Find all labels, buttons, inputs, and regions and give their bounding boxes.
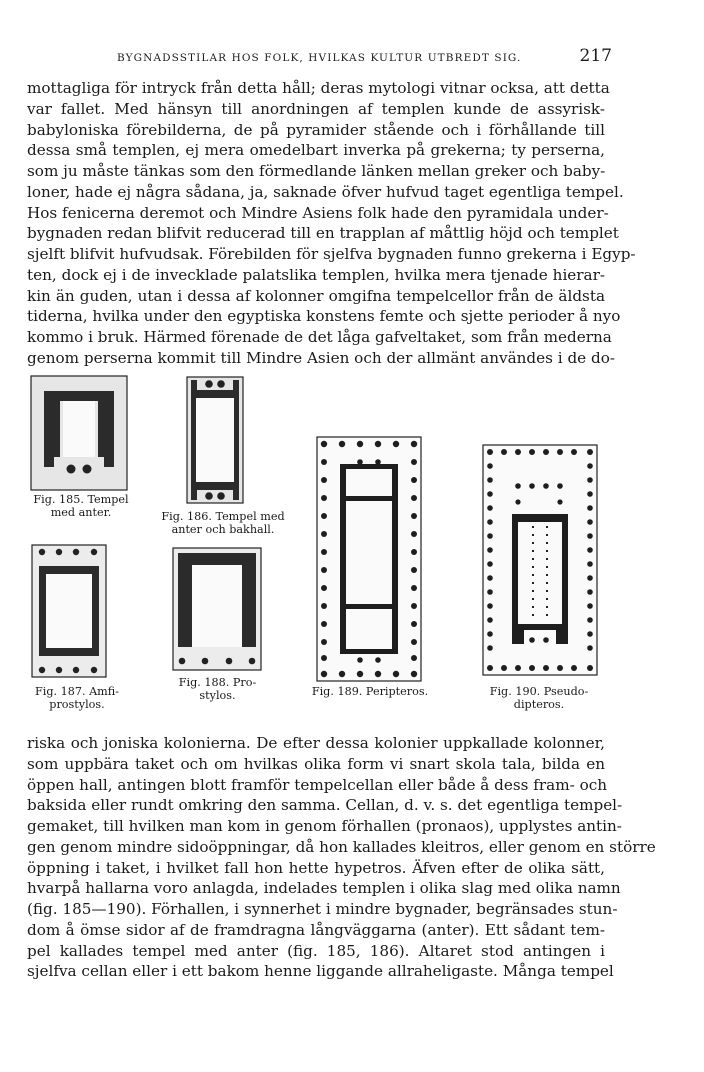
text-line: dessa små templen, ej mera omedelbart inverka på grekerna; ty perserna,: [27, 141, 605, 160]
text-line: gen genom mindre sidoöppningar, då hon kallades kleitros, eller genom en större: [27, 837, 656, 856]
pseudodipteral-plan: [482, 444, 598, 676]
text-line: ten, dock ej i de invecklade palatslika templen, hvilka mera tjenade hierar-: [27, 265, 605, 284]
figure-188-caption: [170, 676, 265, 702]
figure-187-caption: [22, 685, 132, 711]
caption-line: Fig. 188. Pro-: [178, 676, 257, 689]
page-header: [27, 46, 672, 72]
text-line: öppning i taket, i hvilket fall hon hette hypetros. Äfven efter de olika sätt,: [27, 858, 605, 877]
caption-line: stylos.: [199, 689, 236, 702]
text-line: som uppbära taket och om hvilkas olika form vi snart skola tala, bilda en: [27, 754, 605, 773]
text-line: kin än guden, utan i dessa af kolonner omgifna tempelcellor från de äldsta: [27, 286, 605, 305]
text-line: genom perserna kommit till Mindre Asien och der allmänt användes i de do-: [27, 348, 615, 367]
text-line: sjelft blifvit hufvudsak. Förebilden för sjelfva bygnaden funno grekerna i Egyp-: [27, 245, 636, 263]
caption-line: Fig. 185. Tempel: [33, 493, 129, 506]
figure-188-prostyle: [172, 547, 262, 671]
figure-187-amphiprostyle: [31, 544, 107, 678]
text-line: var fallet. Med hänsyn till anordningen af templen kunde de assyrisk-: [27, 99, 605, 118]
peripteral-plan: [316, 436, 422, 682]
caption-line: med anter.: [50, 506, 112, 519]
figure-190-pseudodipteral: [482, 444, 598, 676]
text-line: öppen hall, antingen blott framför tempelcellan eller både å dess fram- och: [27, 775, 607, 794]
text-line: baksida eller rundt omkring den samma. Cellan, d. v. s. det egentliga tempel-: [27, 796, 623, 815]
text-line: kommo i bruk. Härmed förenade de det låga gafveltaket, som från mederna: [27, 328, 612, 346]
caption-line: Fig. 189. Peripteros.: [311, 685, 429, 698]
figure-186-caption: [152, 510, 294, 536]
text-line: loner, hade ej några sådana, ja, saknade öfver hufvud taget egentliga tempel.: [27, 182, 624, 201]
bottom-paragraph: [27, 733, 656, 982]
text-line: pel kallades tempel med anter (fig. 185, 186). Altaret stod antingen i: [27, 941, 605, 960]
caption-line: Fig. 190. Pseudo-: [489, 685, 589, 698]
figure-185-caption: [22, 493, 140, 519]
text-line: riska och joniska kolonierna. De efter dessa kolonier uppkallade kolonner,: [27, 734, 605, 752]
caption-line: Fig. 186. Tempel med: [161, 510, 285, 523]
text-line: dom å ömse sidor af de framdragna långväggarna (anter). Ett sådant tem-: [27, 920, 605, 939]
text-line: sjelfva cellan eller i ett bakom henne liggande allraheligaste. Många tempel: [27, 962, 614, 981]
text-line: babyloniska förebilderna, de på pyramider stående och i förhållande till: [27, 120, 605, 139]
running-head: BYGNADSSTILAR HOS FOLK, HVILKAS KULTUR UTBREDT SIG.: [117, 52, 522, 64]
caption-line: dipteros.: [513, 698, 565, 711]
text-line: gemaket, till hvilken man kom in genom förhallen (pronaos), upplystes antin-: [27, 817, 622, 835]
temple-in-antis-plan: [30, 375, 128, 491]
top-paragraph: [27, 78, 636, 369]
text-line: mottagliga för intryck från detta håll; deras mytologi vitnar ocksa, att detta: [27, 79, 610, 97]
amphiprostyle-plan: [31, 544, 107, 678]
figure-189-peripteral: [316, 436, 422, 682]
text-line: som ju måste tänkas som den förmedlande länken mellan greker och baby-: [27, 162, 606, 180]
caption-line: anter och bakhall.: [171, 523, 275, 536]
caption-line: Fig. 187. Amfi-: [34, 685, 119, 698]
text-line: bygnaden redan blifvit reducerad till en trapplan af måttlig höjd och templet: [27, 224, 619, 243]
text-line: tiderna, hvilka under den egyptiska konstens femte och sjette perioder å nyo: [27, 307, 621, 326]
figure-185-temple-in-antis: [30, 375, 128, 491]
text-line: (fig. 185—190). Förhallen, i synnerhet i mindre bygnader, begränsades stun-: [27, 900, 618, 918]
temple-with-back-hall-plan: [186, 376, 244, 504]
text-line: hvarpå hallarna voro anlagda, indelades templen i olika slag med olika namn: [27, 879, 621, 898]
text-line: Hos fenicerna deremot och Mindre Asiens folk hade den pyramidala under-: [27, 203, 609, 222]
prostyle-plan: [172, 547, 262, 671]
figure-186-temple-with-antae-and-opisthodomos: [186, 376, 244, 504]
caption-line: prostylos.: [49, 698, 105, 711]
figure-189-caption: [300, 685, 440, 698]
page-number: 217: [579, 46, 612, 66]
figure-190-caption: [474, 685, 604, 711]
